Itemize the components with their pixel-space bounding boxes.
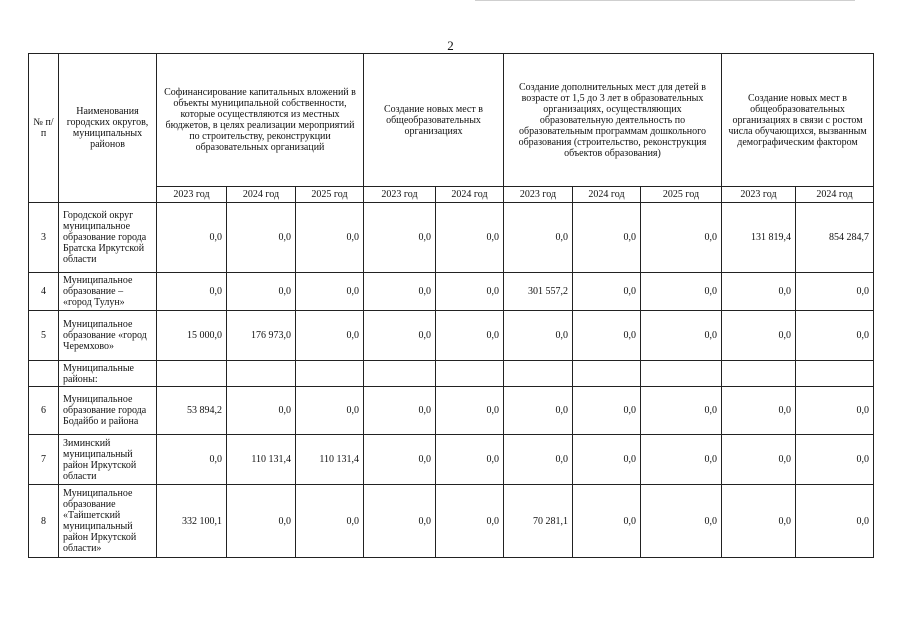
value-cell: 301 557,2 xyxy=(504,273,573,311)
value-cell: 0,0 xyxy=(504,435,573,485)
value-cell: 0,0 xyxy=(227,387,296,435)
value-cell: 0,0 xyxy=(641,485,722,558)
group4-header: Создание новых мест в общеобразовательных организациях в связи с ростом числа обучающихся, вызванным демографическим фактором xyxy=(722,54,874,187)
year-header: 2023 год xyxy=(157,187,227,203)
scan-edge-line xyxy=(475,0,855,1)
page-number: 2 xyxy=(447,38,454,53)
value-cell xyxy=(796,361,874,387)
group2-header: Создание новых мест в общеобразовательных организациях xyxy=(364,54,504,187)
value-cell: 0,0 xyxy=(436,387,504,435)
year-header: 2024 год xyxy=(227,187,296,203)
value-cell: 0,0 xyxy=(573,311,641,361)
value-cell: 0,0 xyxy=(157,203,227,273)
value-cell: 0,0 xyxy=(436,485,504,558)
value-cell: 0,0 xyxy=(641,273,722,311)
value-cell: 53 894,2 xyxy=(157,387,227,435)
table-row xyxy=(29,273,874,311)
value-cell xyxy=(504,361,573,387)
row-name: Муниципальное образование – «город Тулун» xyxy=(59,273,157,311)
header-row-groups xyxy=(29,54,874,187)
value-cell: 0,0 xyxy=(436,273,504,311)
value-cell: 0,0 xyxy=(796,273,874,311)
group3-header: Создание дополнительных мест для детей в возрасте от 1,5 до 3 лет в образовательных организациях, осуществляющих образовательную деятельность по образовательным программам дошкольного образования (строительство, реконструкция объектов образования) xyxy=(504,54,722,187)
year-header: 2023 год xyxy=(504,187,573,203)
year-header: 2023 год xyxy=(364,187,436,203)
year-header: 2024 год xyxy=(796,187,874,203)
col-name-header: Наименования городских округов, муниципальных районов xyxy=(59,54,157,203)
value-cell: 0,0 xyxy=(722,435,796,485)
value-cell: 0,0 xyxy=(573,435,641,485)
value-cell: 0,0 xyxy=(436,435,504,485)
value-cell: 0,0 xyxy=(157,435,227,485)
value-cell xyxy=(157,361,227,387)
value-cell: 0,0 xyxy=(296,273,364,311)
value-cell: 0,0 xyxy=(504,387,573,435)
row-number: 5 xyxy=(29,311,59,361)
year-header: 2025 год xyxy=(296,187,364,203)
value-cell: 0,0 xyxy=(722,387,796,435)
value-cell: 332 100,1 xyxy=(157,485,227,558)
year-header: 2025 год xyxy=(641,187,722,203)
value-cell: 15 000,0 xyxy=(157,311,227,361)
row-number: 6 xyxy=(29,387,59,435)
row-number: 7 xyxy=(29,435,59,485)
row-name: Муниципальное образование города Бодайбо и района xyxy=(59,387,157,435)
value-cell: 0,0 xyxy=(364,311,436,361)
year-header: 2024 год xyxy=(573,187,641,203)
year-header: 2023 год xyxy=(722,187,796,203)
value-cell: 0,0 xyxy=(641,203,722,273)
value-cell: 0,0 xyxy=(364,485,436,558)
value-cell: 0,0 xyxy=(296,485,364,558)
value-cell: 0,0 xyxy=(296,387,364,435)
value-cell: 854 284,7 xyxy=(796,203,874,273)
row-number: 3 xyxy=(29,203,59,273)
value-cell: 0,0 xyxy=(364,203,436,273)
value-cell xyxy=(722,361,796,387)
value-cell: 0,0 xyxy=(504,311,573,361)
value-cell: 0,0 xyxy=(573,203,641,273)
value-cell xyxy=(364,361,436,387)
value-cell xyxy=(296,361,364,387)
value-cell: 176 973,0 xyxy=(227,311,296,361)
value-cell: 131 819,4 xyxy=(722,203,796,273)
value-cell xyxy=(436,361,504,387)
value-cell: 0,0 xyxy=(436,203,504,273)
value-cell: 0,0 xyxy=(796,387,874,435)
col-no-header: № п/п xyxy=(29,54,59,203)
value-cell: 0,0 xyxy=(364,273,436,311)
table-row xyxy=(29,387,874,435)
row-name: Муниципальное образование «город Черемхово» xyxy=(59,311,157,361)
value-cell: 0,0 xyxy=(364,387,436,435)
value-cell: 0,0 xyxy=(364,435,436,485)
table-row xyxy=(29,311,874,361)
value-cell: 0,0 xyxy=(573,485,641,558)
row-name: Городской округ муниципальное образование города Братска Иркутской области xyxy=(59,203,157,273)
row-name: Муниципальное образование «Тайшетский муниципальный район Иркутской области» xyxy=(59,485,157,558)
table-row xyxy=(29,485,874,558)
value-cell: 0,0 xyxy=(796,311,874,361)
table-row xyxy=(29,435,874,485)
value-cell: 0,0 xyxy=(722,311,796,361)
value-cell: 0,0 xyxy=(641,311,722,361)
value-cell: 0,0 xyxy=(573,387,641,435)
value-cell: 0,0 xyxy=(296,203,364,273)
value-cell: 110 131,4 xyxy=(227,435,296,485)
value-cell: 110 131,4 xyxy=(296,435,364,485)
value-cell: 0,0 xyxy=(296,311,364,361)
value-cell: 0,0 xyxy=(436,311,504,361)
row-number: 8 xyxy=(29,485,59,558)
value-cell: 0,0 xyxy=(722,273,796,311)
row-number xyxy=(29,361,59,387)
value-cell: 0,0 xyxy=(227,203,296,273)
value-cell: 0,0 xyxy=(227,273,296,311)
value-cell: 0,0 xyxy=(722,485,796,558)
value-cell: 0,0 xyxy=(641,435,722,485)
value-cell: 0,0 xyxy=(504,203,573,273)
row-name: Муниципальные районы: xyxy=(59,361,157,387)
year-header: 2024 год xyxy=(436,187,504,203)
value-cell: 0,0 xyxy=(796,435,874,485)
row-number: 4 xyxy=(29,273,59,311)
value-cell xyxy=(573,361,641,387)
value-cell xyxy=(227,361,296,387)
budget-table xyxy=(28,53,874,558)
value-cell: 0,0 xyxy=(796,485,874,558)
value-cell xyxy=(641,361,722,387)
value-cell: 0,0 xyxy=(157,273,227,311)
value-cell: 70 281,1 xyxy=(504,485,573,558)
value-cell: 0,0 xyxy=(227,485,296,558)
group1-header: Софинансирование капитальных вложений в объекты муниципальной собственности, которые осуществляются из местных бюджетов, в целях реализации мероприятий по строительству, реконструкции образовательных организаций xyxy=(157,54,364,187)
table-row xyxy=(29,203,874,273)
value-cell: 0,0 xyxy=(641,387,722,435)
table-row-section xyxy=(29,361,874,387)
value-cell: 0,0 xyxy=(573,273,641,311)
row-name: Зиминский муниципальный район Иркутской области xyxy=(59,435,157,485)
